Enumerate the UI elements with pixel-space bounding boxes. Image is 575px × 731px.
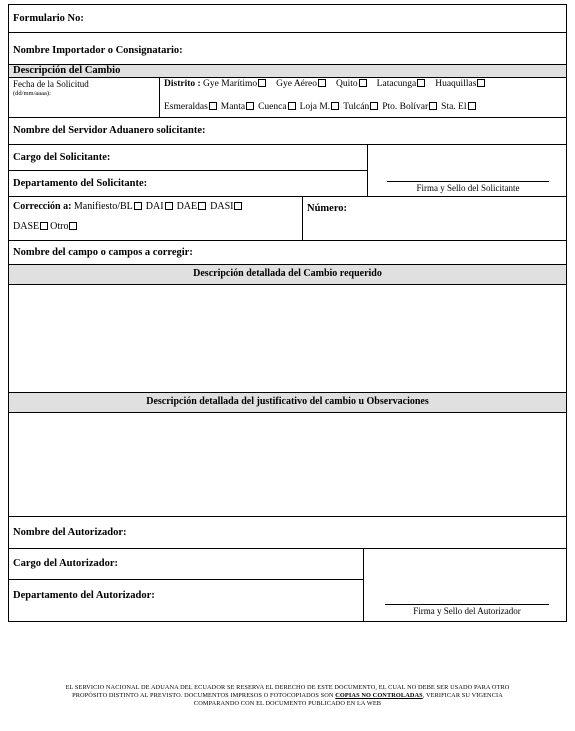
firma-solicitante-line	[387, 181, 549, 182]
option-quito	[336, 79, 367, 89]
distrito-line-1	[164, 79, 564, 89]
option-label: Quito	[336, 79, 358, 89]
checkbox[interactable]	[209, 102, 217, 110]
checkbox[interactable]	[429, 102, 437, 110]
option-label: Manta	[220, 102, 246, 112]
option-label: Huaquillas	[435, 79, 477, 89]
distrito-label: Distrito :	[164, 79, 201, 89]
option-label: DAI	[145, 201, 164, 212]
justificativo-header	[9, 393, 566, 413]
descripcion-detallada-area[interactable]	[9, 285, 566, 393]
option-label: DAE	[176, 201, 198, 212]
option-dasi	[210, 201, 242, 212]
checkbox[interactable]	[246, 102, 254, 110]
cargo-solicitante-label: Cargo del Solicitante:	[13, 152, 111, 163]
formulario-row[interactable]	[9, 5, 566, 33]
option-esmeraldas	[164, 102, 217, 112]
firma-autorizador-line	[385, 604, 549, 605]
checkbox[interactable]	[165, 202, 173, 210]
option-otro	[50, 221, 77, 232]
option-dai	[146, 201, 173, 212]
descripcion-detallada-header	[9, 265, 566, 285]
fecha-label: Fecha de la Solicitud	[13, 79, 89, 89]
distrito-options-row1	[203, 79, 495, 89]
checkbox[interactable]	[234, 202, 242, 210]
correccion-label: Corrección a:	[13, 201, 72, 212]
option-dae	[177, 201, 207, 212]
option-label: DASE	[13, 221, 40, 232]
option-sta-el	[441, 102, 475, 112]
option-label: Loja M.	[299, 102, 331, 112]
option-gye-a-reo	[276, 79, 326, 89]
option-label: Otro	[50, 221, 69, 232]
checkbox[interactable]	[288, 102, 296, 110]
option-label: Tulcán	[343, 102, 370, 112]
form-table	[8, 4, 567, 622]
fecha-divider	[159, 78, 160, 117]
importador-label: Nombre Importador o Consignatario:	[13, 45, 183, 56]
checkbox[interactable]	[318, 79, 326, 87]
departamento-autorizador-cell[interactable]	[9, 580, 363, 620]
option-label: Cuenca	[258, 102, 287, 112]
checkbox[interactable]	[258, 79, 266, 87]
option-dase	[13, 221, 48, 232]
campos-label: Nombre del campo o campos a corregir:	[13, 247, 193, 258]
option-label: Manifiesto/BL	[73, 201, 133, 212]
servidor-row[interactable]	[9, 118, 566, 145]
checkbox[interactable]	[468, 102, 476, 110]
option-huaquillas	[435, 79, 485, 89]
option-tulc-n	[343, 102, 378, 112]
servidor-label: Nombre del Servidor Aduanero solicitante:	[13, 125, 206, 136]
correccion-divider	[302, 197, 303, 240]
option-loja-m	[300, 102, 340, 112]
solicitante-block	[9, 145, 566, 197]
option-latacunga	[377, 79, 426, 89]
checkbox[interactable]	[417, 79, 425, 87]
option-label: Latacunga	[376, 79, 417, 89]
option-label: Gye Aéreo	[276, 79, 318, 89]
checkbox[interactable]	[477, 79, 485, 87]
correccion-line-2	[13, 221, 79, 232]
option-label: Esmeraldas	[164, 102, 208, 112]
numero-label: Número:	[307, 203, 348, 214]
option-label: Sta. El	[441, 102, 467, 112]
departamento-solicitante-label: Departamento del Solicitante:	[13, 178, 148, 189]
justificativo-title: Descripción detallada del justificativo del cambio u Observaciones	[146, 396, 429, 407]
descripcion-detallada-title: Descripción detallada del Cambio requerido	[193, 268, 382, 279]
checkbox[interactable]	[331, 102, 339, 110]
option-manta	[221, 102, 254, 112]
departamento-autorizador-label: Departamento del Autorizador:	[13, 590, 155, 601]
fecha-format: (dd/mm/aaaa):	[13, 90, 51, 97]
checkbox[interactable]	[134, 202, 142, 210]
correccion-options-row1	[74, 201, 247, 212]
autorizador-divider	[363, 549, 364, 621]
checkbox[interactable]	[40, 222, 48, 230]
cargo-solicitante-cell[interactable]	[9, 145, 367, 171]
cargo-autorizador-cell[interactable]	[9, 549, 363, 580]
distrito-options-row2	[164, 102, 480, 112]
checkbox[interactable]	[69, 222, 77, 230]
justificativo-area[interactable]	[9, 413, 566, 517]
correccion-options-row2	[13, 221, 79, 232]
firma-autorizador-label: Firma y Sello del Autorizador	[413, 606, 521, 616]
correccion-row	[9, 197, 566, 241]
autorizador-row[interactable]	[9, 517, 566, 549]
correccion-line-1	[13, 201, 246, 212]
option-label: DASI	[210, 201, 234, 212]
autorizador-block	[9, 549, 566, 621]
fecha-distrito-row	[9, 78, 566, 118]
checkbox[interactable]	[198, 202, 206, 210]
firma-solicitante-label: Firma y Sello del Solicitante	[416, 183, 520, 193]
footer-text-2: , VERIFICAR SU VIGENCIA COMPARANDO CON EL DOCUMENTO PUBLICADO EN LA WEB	[193, 692, 503, 708]
option-gye-mar-timo	[203, 79, 266, 89]
option-manifiesto-bl	[74, 201, 142, 212]
cargo-autorizador-label: Cargo del Autorizador:	[13, 558, 118, 569]
checkbox[interactable]	[370, 102, 378, 110]
footer-disclaimer	[60, 684, 515, 709]
departamento-solicitante-cell[interactable]	[9, 171, 367, 197]
autorizador-label: Nombre del Autorizador:	[13, 527, 127, 538]
solicitante-divider	[367, 145, 368, 196]
option-label: Pto. Bolívar	[382, 102, 429, 112]
footer-text-bold: COPIAS NO CONTROLADAS	[335, 692, 423, 700]
descripcion-cambio-title: Descripción del Cambio	[13, 65, 121, 76]
descripcion-cambio-header	[9, 65, 566, 78]
footer-text-1: EL SERVICIO NACIONAL DE ADUANA DEL ECUADOR SE RESERVA EL DERECHO DE ESTE DOCUMENTO, EL CUAL NO DEBE SER USADO PARA OTRO PROPÓSITO DISTINTO AL PREVISTO. DOCUMENTOS IMPRESOS O FOTOCOPIADOS SON	[65, 684, 510, 700]
importador-row[interactable]	[9, 33, 566, 65]
option-cuenca	[258, 102, 296, 112]
formulario-label: Formulario No:	[13, 13, 84, 24]
option-label: Gye Marítimo	[203, 79, 258, 89]
campos-row[interactable]	[9, 241, 566, 265]
distrito-line-2	[164, 102, 564, 112]
checkbox[interactable]	[359, 79, 367, 87]
option-pto-bol-var	[382, 102, 437, 112]
